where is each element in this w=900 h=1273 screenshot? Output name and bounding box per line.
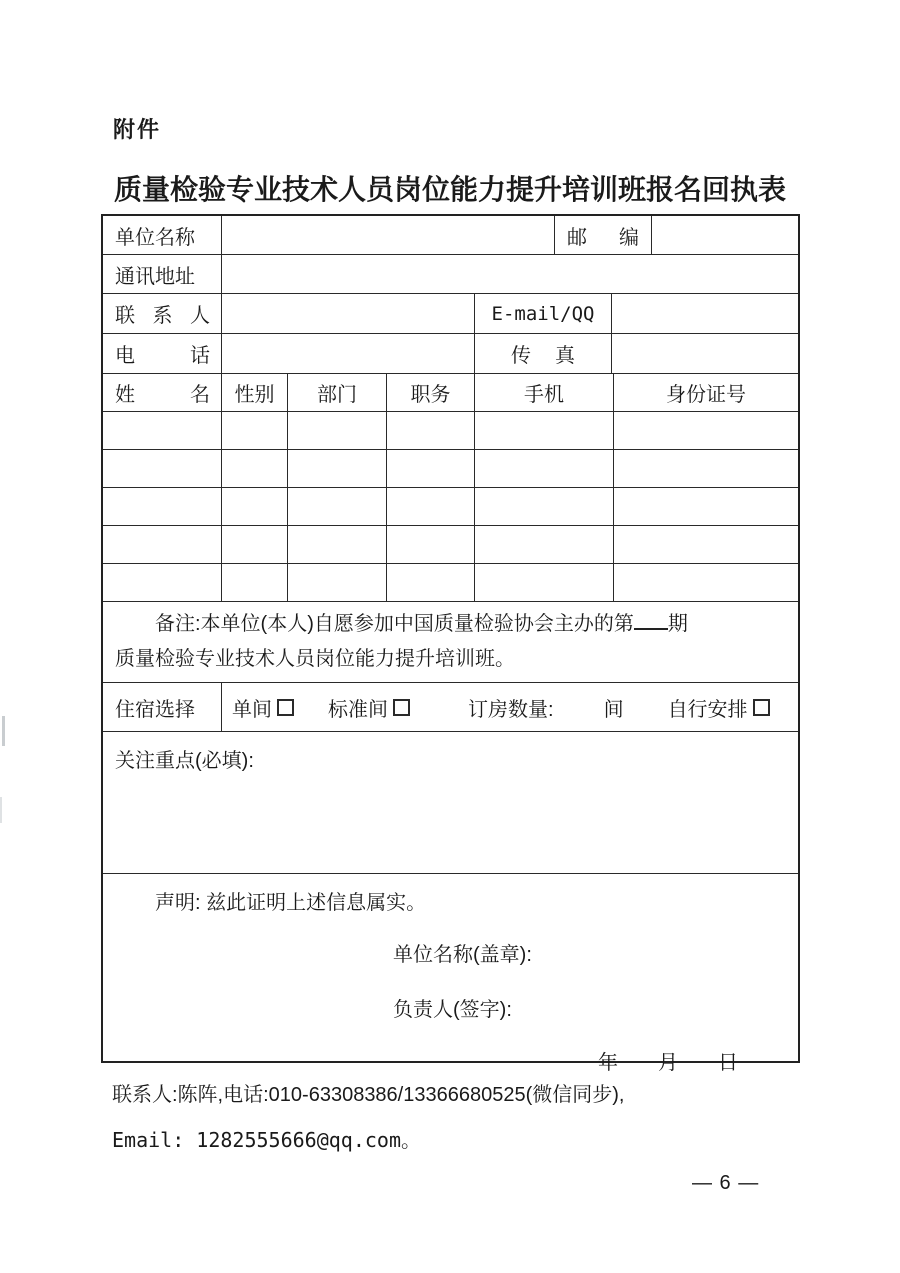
roster-header-name: 姓名 [115,384,210,406]
roster-empty-cell [103,450,222,487]
roster-empty-cell [475,564,614,601]
roster-empty-cell [222,526,288,563]
email-qq-label: E-mail/QQ [475,294,612,333]
row-address [103,255,798,294]
roster-empty-cell [103,564,222,601]
single-room-label: 单间 [232,698,272,721]
footer-email-line: Email: 1282555666@qq.com。 [112,1128,421,1152]
scan-artifact-mark [2,716,5,746]
room-unit-label: 间 [603,698,624,721]
roster-empty-cell [288,412,387,449]
fax-field [612,334,798,373]
remarks-blank-underline [634,624,668,630]
focus-cell [103,732,798,873]
roster-empty-cell [222,450,288,487]
self-arrange-label: 自行安排 [667,698,748,721]
remarks-row [103,602,798,683]
fax-label: 传真 [511,345,575,367]
email-qq-field [612,294,798,333]
phone-label: 电话 [115,345,210,367]
roster-empty-cell [103,488,222,525]
remarks-line1: 备注:本单位(本人)自愿参加中国质量检验协会主办的第 期 [155,613,688,635]
roster-header-gender: 性别 [222,374,288,411]
roster-empty-row [103,412,798,450]
roster-header-id-number: 身份证号 [666,384,746,406]
roster-header-position: 职务 [387,374,475,411]
focus-row [103,732,798,874]
accommodation-label: 住宿选择 [103,683,222,731]
standard-room-label: 标准间 [328,698,388,721]
date-line: 年 月 日 [598,1052,738,1074]
postal-code-label: 邮编 [567,226,639,249]
roster-empty-cell [288,488,387,525]
roster-empty-cell [387,412,475,449]
self-arrange-checkbox [753,699,770,716]
roster-empty-cell [288,564,387,601]
contact-person-field [222,294,475,333]
address-label: 通讯地址 [103,255,222,293]
signer-label: 负责人(签字): [393,999,512,1021]
roster-empty-cell [614,488,798,525]
room-qty-label: 订房数量: [468,698,554,721]
roster-empty-cell [288,450,387,487]
roster-empty-cell [614,450,798,487]
declaration-row [103,874,798,1074]
standard-room-checkbox [393,699,410,716]
row-unit-name [103,216,798,255]
roster-empty-cell [475,412,614,449]
roster-empty-cell [475,488,614,525]
roster-empty-row [103,564,798,602]
phone-field [222,334,475,373]
roster-empty-cell [387,526,475,563]
roster-empty-cell [103,526,222,563]
postal-code-field [652,216,798,254]
unit-name-field [222,216,555,254]
contact-person-label: 联系人 [115,305,210,327]
remarks-cell [103,602,798,682]
page-number: — 6 — [692,1172,760,1194]
roster-empty-cell [614,412,798,449]
single-room-checkbox [277,699,294,716]
form-title: 质量检验专业技术人员岗位能力提升培训班报名回执表 [113,174,786,205]
roster-empty-cell [475,526,614,563]
roster-empty-cell [222,564,288,601]
contact-person-label-cell [103,294,222,333]
unit-seal-label: 单位名称(盖章): [393,944,532,966]
scan-artifact-mark [0,797,2,823]
address-field [222,255,798,293]
row-phone [103,334,798,374]
focus-label: 关注重点(必填): [115,750,254,772]
roster-empty-cell [387,488,475,525]
footer-contact-line: 联系人:陈阵,电话:010-63308386/13366680525(微信同步), [112,1084,625,1106]
roster-empty-cell [222,488,288,525]
roster-empty-cell [288,526,387,563]
roster-empty-cell [387,450,475,487]
remarks-line2: 质量检验专业技术人员岗位能力提升培训班。 [115,648,515,670]
roster-empty-row [103,450,798,488]
roster-empty-cell [475,450,614,487]
roster-empty-row [103,488,798,526]
declaration-statement: 声明: 兹此证明上述信息属实。 [155,892,427,914]
postal-code-label-cell [555,216,652,254]
roster-header-name-cell [103,374,222,411]
accommodation-options-cell [222,683,798,731]
fax-label-cell [475,334,612,373]
unit-name-label: 单位名称 [103,216,222,254]
phone-label-cell [103,334,222,373]
roster-empty-row [103,526,798,564]
row-contact-person [103,294,798,334]
roster-empty-cell [222,412,288,449]
registration-form-table [101,214,800,1074]
roster-header-mobile: 手机 [475,374,614,411]
declaration-cell [103,874,798,1074]
roster-header-department: 部门 [288,374,387,411]
roster-empty-cell [387,564,475,601]
roster-empty-cell [103,412,222,449]
roster-empty-cell [614,526,798,563]
roster-empty-cell [614,564,798,601]
roster-header-row [103,374,798,412]
attachment-label: 附件 [113,117,162,142]
accommodation-row [103,683,798,732]
